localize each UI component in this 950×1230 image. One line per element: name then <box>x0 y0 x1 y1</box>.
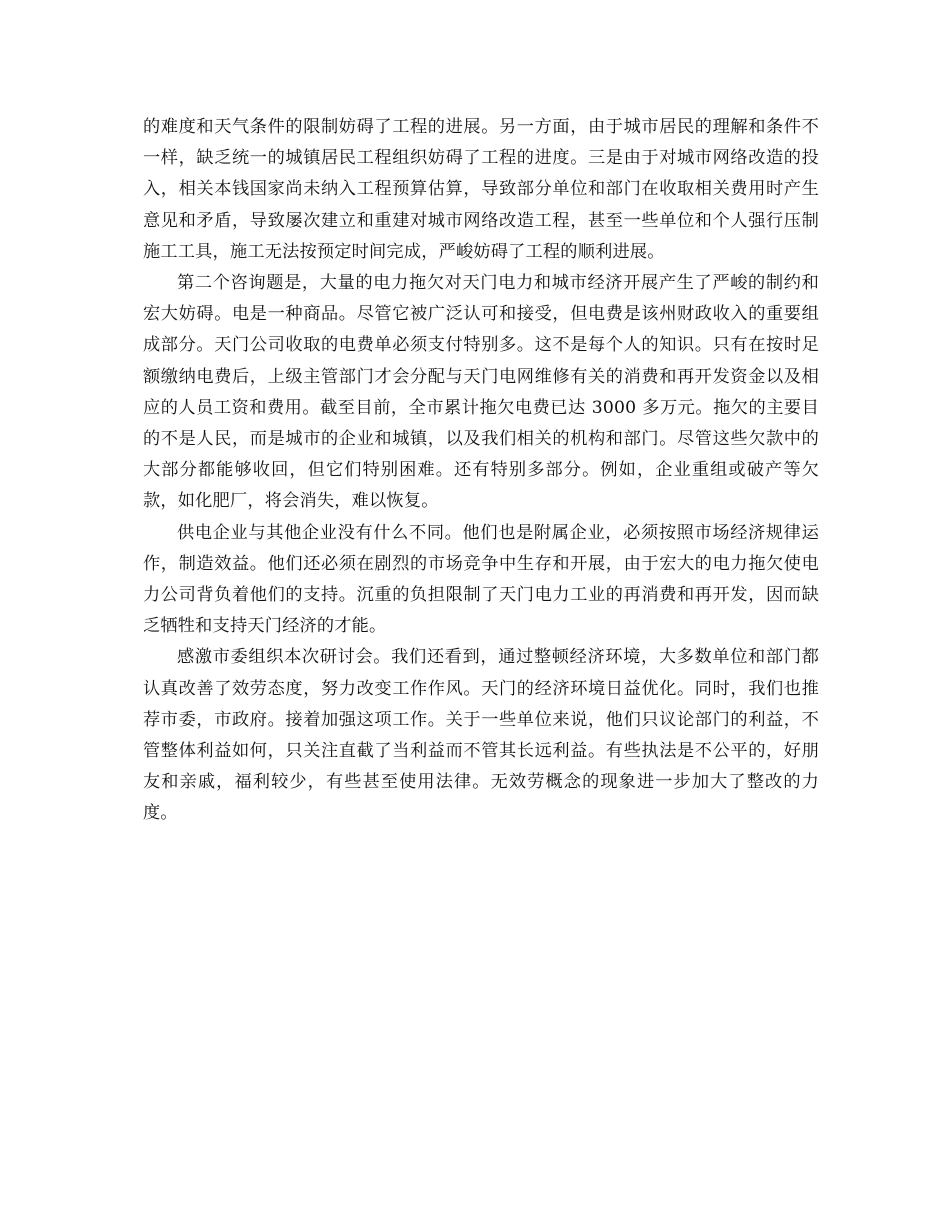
paragraph-1: 的难度和天气条件的限制妨碍了工程的进展。另一方面，由于城市居民的理解和条件不一样，缺乏统一的城镇居民工程组织妨碍了工程的进度。三是由于对城市网络改造的投入，相关本钱国家尚未纳入工程预算估算，导致部分单位和部门在收取相关费用时产生意见和矛盾，导致屡次建立和重建对城市网络改造工程，甚至一些单位和个人强行压制施工工具，施工无法按预定时间完成，严峻妨碍了工程的顺利进展。 <box>143 117 819 262</box>
paragraph-4: 感激市委组织本次研讨会。我们还看到，通过整顿经济环境，大多数单位和部门都认真改善了效劳态度，努力改变工作作风。天门的经济环境日益优化。同时，我们也推荐市委，市政府。接着加强这项工作。关于一些单位来说，他们只议论部门的利益，不管整体利益如何，只关注直截了当利益而不管其长远利益。有些执法是不公平的，好朋友和亲戚，福利较少，有些甚至使用法律。无效劳概念的现象进一步加大了整改的力度。 <box>143 647 819 824</box>
document-page <box>143 112 819 830</box>
paragraph-2: 第二个咨询题是，大量的电力拖欠对天门电力和城市经济开展产生了严峻的制约和宏大妨碍。电是一种商品。尽管它被广泛认可和接受，但电费是该州财政收入的重要组成部分。天门公司收取的电费单必须支付特别多。这不是每个人的知识。只有在按时足额缴纳电费后，上级主管部门才会分配与天门电网维修有关的消费和再开发资金以及相应的人员工资和费用。截至目前，全市累计拖欠电费已达 3000 多万元。拖欠的主要目的不是人民，而是城市的企业和城镇，以及我们相关的机构和部门。尽管这些欠款中的大部分都能够收回，但它们特别困难。还有特别多部分。例如，企业重组或破产等欠款，如化肥厂，将会消失，难以恢复。 <box>143 273 819 512</box>
paragraph-3: 供电企业与其他企业没有什么不同。他们也是附属企业，必须按照市场经济规律运作，制造效益。他们还必须在剧烈的市场竞争中生存和开展，由于宏大的电力拖欠使电力公司背负着他们的支持。沉重的负担限制了天门电力工业的再消费和再开发，因而缺乏牺牲和支持天门经济的才能。 <box>143 522 819 637</box>
